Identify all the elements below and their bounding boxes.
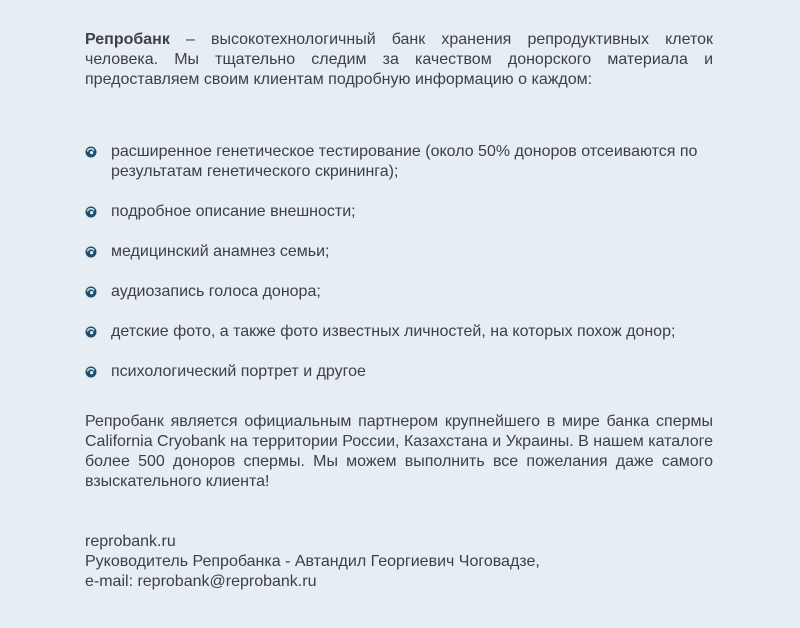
- website-link[interactable]: reprobank.ru: [85, 533, 176, 550]
- list-item-label: аудиозапись голоса донора;: [111, 283, 321, 300]
- list-item: [85, 362, 713, 382]
- list-item-label: детские фото, а также фото известных личностей, на которых похож донор;: [111, 323, 676, 340]
- director-line: Руководитель Репробанка - Автандил Георгиевич Чоговадзе,: [85, 553, 540, 570]
- swirl-bullet-icon: [85, 206, 97, 218]
- swirl-bullet-icon: [85, 246, 97, 258]
- partner-paragraph: Репробанк является официальным партнером крупнейшего в мире банка спермы California Cryobank на территории России, Казахстана и Украины. В нашем каталоге более 500 доноров спермы. Мы можем выполнить все пожелания даже самого взыскательного клиента!: [85, 413, 713, 490]
- contacts-block: [85, 532, 713, 592]
- list-item-label: расширенное генетическое тестирование (около 50% доноров отсеиваются по результатам генетического скрининга);: [111, 143, 698, 180]
- list-item-label: подробное описание внешности;: [111, 203, 356, 220]
- swirl-bullet-icon: [85, 326, 97, 338]
- swirl-bullet-icon: [85, 366, 97, 378]
- intro-paragraph: [85, 30, 713, 90]
- intro-text: – высокотехнологичный банк хранения репродуктивных клеток человека. Мы тщательно следим за качеством донорского материала и предоставляем своим клиентам подробную информацию о каждом:: [85, 31, 713, 88]
- list-item: [85, 322, 713, 342]
- swirl-bullet-icon: [85, 146, 97, 158]
- list-item-label: медицинский анамнез семьи;: [111, 243, 330, 260]
- list-item: [85, 282, 713, 302]
- list-item-label: психологический портрет и другое: [111, 363, 366, 380]
- list-item: [85, 202, 713, 222]
- list-item: [85, 142, 713, 182]
- brand-name: Репробанк: [85, 31, 170, 48]
- document-body: [85, 30, 713, 592]
- feature-list: [85, 142, 713, 382]
- email-link[interactable]: e-mail: reprobank@reprobank.ru: [85, 573, 317, 590]
- list-item: [85, 242, 713, 262]
- swirl-bullet-icon: [85, 286, 97, 298]
